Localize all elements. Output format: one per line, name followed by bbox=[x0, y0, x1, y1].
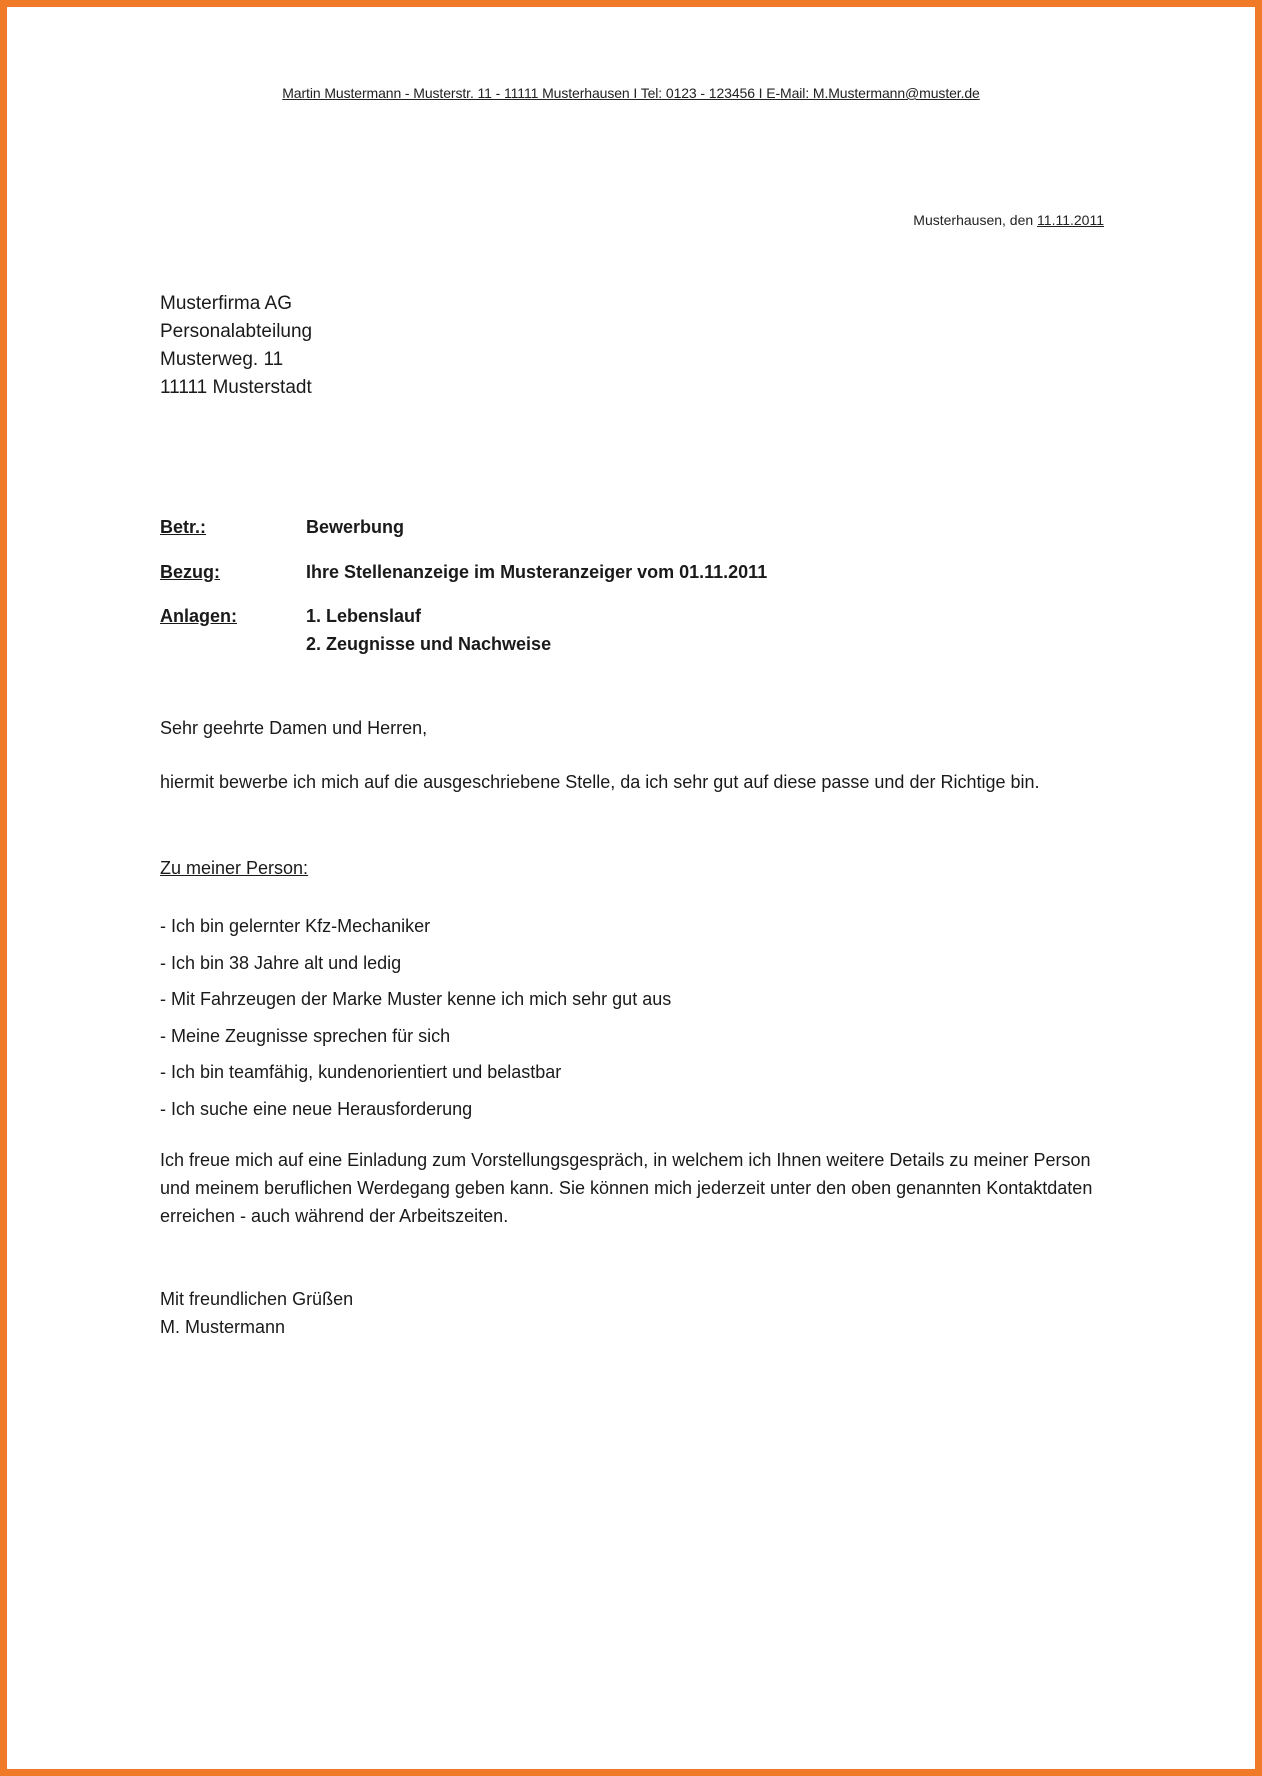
date-prefix: Musterhausen, den bbox=[913, 212, 1038, 228]
reference-value: Ihre Stellenanzeige im Musteranzeiger vom 01.11.2011 bbox=[306, 562, 768, 582]
list-item: - Ich bin gelernter Kfz-Mechaniker bbox=[160, 916, 431, 936]
outro-paragraph: Ich freue mich auf eine Einladung zum Vorstellungsgespräch, in welchem ich Ihnen weitere Details zu meiner Person und meinem beruflichen Werdegang geben kann. Sie können mich jederzeit unter den oben genannten Kontaktdaten erreichen - auch während der Arbeitszeiten. bbox=[160, 1150, 1093, 1226]
list-item: - Mit Fahrzeugen der Marke Muster kenne ich mich sehr gut aus bbox=[160, 989, 672, 1009]
list-item: - Ich bin 38 Jahre alt und ledig bbox=[160, 952, 402, 973]
recipient-department: Personalabteilung bbox=[160, 321, 313, 342]
letter-date-line bbox=[913, 212, 1104, 228]
attachment-item: 1. Lebenslauf bbox=[306, 606, 422, 626]
attachments-list bbox=[306, 602, 551, 658]
list-item: - Ich suche eine neue Herausforderung bbox=[160, 1098, 473, 1119]
attachment-item: 2. Zeugnisse und Nachweise bbox=[306, 634, 552, 654]
salutation: Sehr geehrte Damen und Herren, bbox=[160, 718, 428, 738]
closing-block bbox=[160, 1285, 353, 1341]
recipient-city: 11111 Musterstadt bbox=[160, 377, 312, 398]
attachments-label: Anlagen: bbox=[160, 606, 238, 626]
subject-label: Betr.: bbox=[160, 517, 207, 537]
sender-address-line: Martin Mustermann - Musterstr. 11 - 11111 Musterhausen I Tel: 0123 - 123456 I E-Mail: M.Mustermann@muster.de bbox=[282, 85, 980, 101]
recipient-street: Musterweg. 11 bbox=[160, 349, 284, 370]
reference-label: Bezug: bbox=[160, 562, 220, 582]
person-section-heading: Zu meiner Person: bbox=[160, 858, 309, 878]
qualification-list bbox=[160, 908, 671, 1127]
list-item: - Meine Zeugnisse sprechen für sich bbox=[160, 1025, 451, 1046]
recipient-address-block bbox=[160, 290, 312, 402]
subject-value: Bewerbung bbox=[306, 517, 405, 537]
date-value: 11.11.2011 bbox=[1037, 212, 1104, 228]
recipient-company: Musterfirma AG bbox=[160, 293, 292, 314]
list-item: - Ich bin teamfähig, kundenorientiert und belastbar bbox=[160, 1062, 562, 1082]
signature-name: M. Mustermann bbox=[160, 1317, 286, 1337]
intro-paragraph: hiermit bewerbe ich mich auf die ausgeschriebene Stelle, da ich sehr gut auf diese passe und der Richtige bin. bbox=[160, 772, 1040, 792]
closing-phrase: Mit freundlichen Grüßen bbox=[160, 1289, 354, 1309]
